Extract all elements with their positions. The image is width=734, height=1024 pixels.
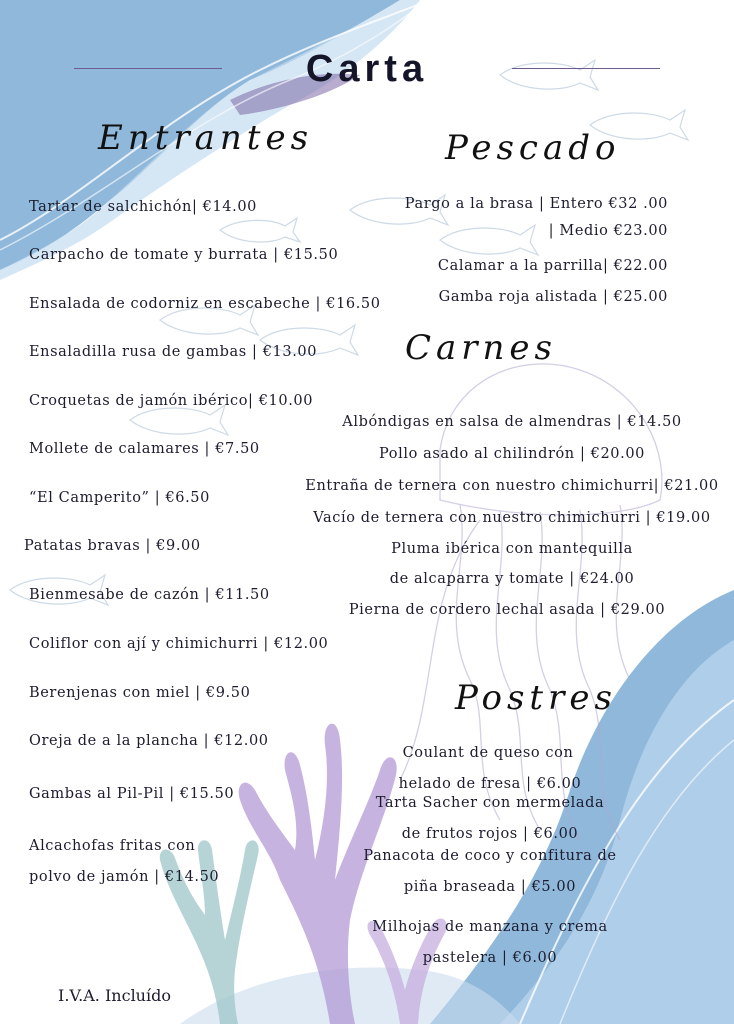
postres-menu-item: Milhojas de manzana y crema bbox=[372, 919, 608, 935]
entrantes-menu-item: Berenjenas con miel | €9.50 bbox=[29, 685, 251, 701]
entrantes-menu-item: Carpacho de tomate y burrata | €15.50 bbox=[29, 247, 339, 263]
postres-menu-item: Panacota de coco y confitura de bbox=[363, 848, 617, 864]
carnes-menu-item: de alcaparra y tomate | €24.00 bbox=[389, 571, 635, 587]
page-title: Carta bbox=[305, 48, 429, 90]
carnes-menu-item: Albóndigas en salsa de almendras | €14.50 bbox=[342, 414, 682, 430]
entrantes-menu-item: Alcachofas fritas con bbox=[29, 838, 196, 854]
postres-menu-item: helado de fresa | €6.00 bbox=[398, 776, 582, 792]
section-heading-pescado: Pescado bbox=[445, 128, 621, 168]
entrantes-menu-item: Coliflor con ají y chimichurri | €12.00 bbox=[29, 636, 329, 652]
postres-menu-item: de frutos rojos | €6.00 bbox=[401, 826, 579, 842]
section-heading-postres: Postres bbox=[455, 678, 617, 718]
carnes-menu-item: Pierna de cordero lechal asada | €29.00 bbox=[348, 602, 666, 618]
postres-menu-item: Coulant de queso con bbox=[402, 745, 574, 761]
postres-menu-item: piña braseada | €5.00 bbox=[403, 879, 577, 895]
entrantes-menu-item: Ensaladilla rusa de gambas | €13.00 bbox=[29, 344, 318, 360]
pescado-menu-item: Pargo a la brasa | Entero €32 .00 bbox=[404, 196, 668, 212]
entrantes-menu-item: Croquetas de jamón ibérico| €10.00 bbox=[29, 393, 314, 409]
carnes-menu-item: Entraña de ternera con nuestro chimichurri| €21.00 bbox=[305, 478, 719, 494]
pescado-menu-item: | Medio €23.00 bbox=[548, 223, 668, 239]
postres-menu-item: Tarta Sacher con mermelada bbox=[375, 795, 605, 811]
section-heading-carnes: Carnes bbox=[405, 328, 558, 368]
entrantes-menu-item: Oreja de a la plancha | €12.00 bbox=[29, 733, 269, 749]
entrantes-menu-item: Bienmesabe de cazón | €11.50 bbox=[29, 587, 270, 603]
entrantes-menu-item: Tartar de salchichón| €14.00 bbox=[29, 199, 257, 215]
entrantes-menu-item: Gambas al Pil-Pil | €15.50 bbox=[29, 786, 235, 802]
entrantes-menu-item: Patatas bravas | €9.00 bbox=[24, 538, 201, 554]
postres-menu-item: pastelera | €6.00 bbox=[422, 950, 558, 966]
entrantes-menu-item: Mollete de calamares | €7.50 bbox=[29, 441, 260, 457]
entrantes-menu-item: Ensalada de codorniz en escabeche | €16.50 bbox=[29, 296, 381, 312]
section-heading-entrantes: Entrantes bbox=[98, 118, 314, 158]
pescado-menu-item: Calamar a la parrilla| €22.00 bbox=[437, 258, 668, 274]
carnes-menu-item: Pluma ibérica con mantequilla bbox=[391, 541, 633, 557]
iva-note: I.V.A. Incluído bbox=[58, 986, 171, 1005]
entrantes-menu-item: “El Camperito” | €6.50 bbox=[29, 490, 210, 506]
carnes-menu-item: Vacío de ternera con nuestro chimichurri | €19.00 bbox=[313, 510, 711, 526]
carnes-menu-item: Pollo asado al chilindrón | €20.00 bbox=[379, 446, 645, 462]
entrantes-menu-item: polvo de jamón | €14.50 bbox=[29, 869, 220, 885]
pescado-menu-item: Gamba roja alistada | €25.00 bbox=[438, 289, 668, 305]
title-rule-left bbox=[74, 68, 222, 69]
title-rule-right bbox=[512, 68, 660, 69]
